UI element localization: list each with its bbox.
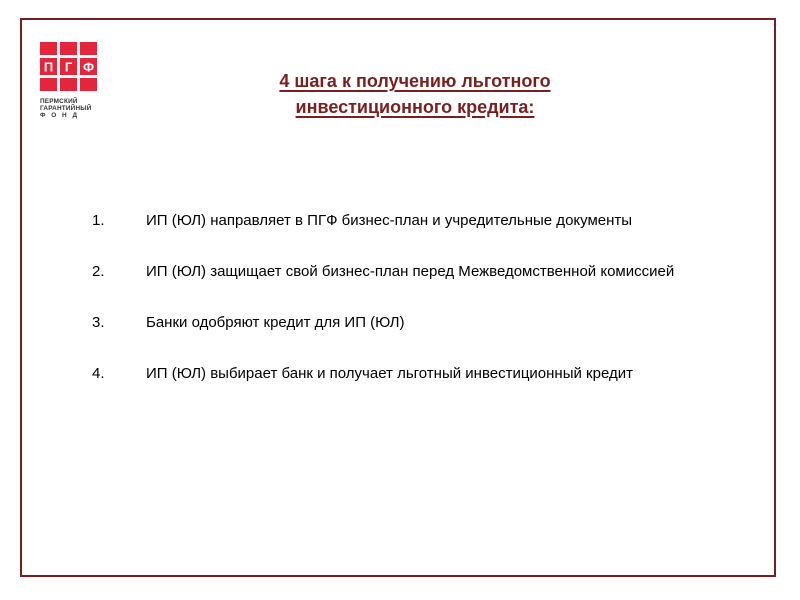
list-item <box>92 210 742 232</box>
step-text: ИП (ЮЛ) направляет в ПГФ бизнес-план и учредительные документы <box>146 212 633 229</box>
logo-square <box>40 78 57 91</box>
slide-title <box>200 68 630 120</box>
pgf-logo-mark <box>40 42 100 98</box>
logo-square <box>40 42 57 55</box>
logo-caption-line: ГАРАНТИЙНЫЙ <box>40 105 92 113</box>
steps-list <box>92 210 742 385</box>
logo-square <box>80 42 97 55</box>
logo-caption-line: ФОНД <box>40 112 83 120</box>
title-line-2: инвестиционного кредита: <box>295 97 535 117</box>
step-number: 2. <box>92 263 105 280</box>
logo-caption-line: ПЕРМСКИЙ <box>40 98 78 105</box>
list-item <box>92 261 742 283</box>
title-line-1: 4 шага к получению льготного <box>279 71 551 91</box>
logo-square <box>80 78 97 91</box>
logo-square <box>60 42 77 55</box>
logo-letter: Ф <box>82 59 95 75</box>
step-number: 3. <box>92 314 105 331</box>
step-text: ИП (ЮЛ) защищает свой бизнес-план перед Межведомственной комиссией <box>146 263 675 280</box>
step-number: 4. <box>92 365 105 382</box>
step-number: 1. <box>92 212 105 229</box>
list-item <box>92 312 742 334</box>
logo-letter: П <box>43 59 54 75</box>
step-text: Банки одобряют кредит для ИП (ЮЛ) <box>146 314 405 331</box>
step-text: ИП (ЮЛ) выбирает банк и получает льготный инвестиционный кредит <box>146 365 633 382</box>
logo-square <box>60 78 77 91</box>
logo-caption <box>40 98 102 120</box>
logo-letter: Г <box>64 59 73 75</box>
list-item <box>92 363 742 385</box>
